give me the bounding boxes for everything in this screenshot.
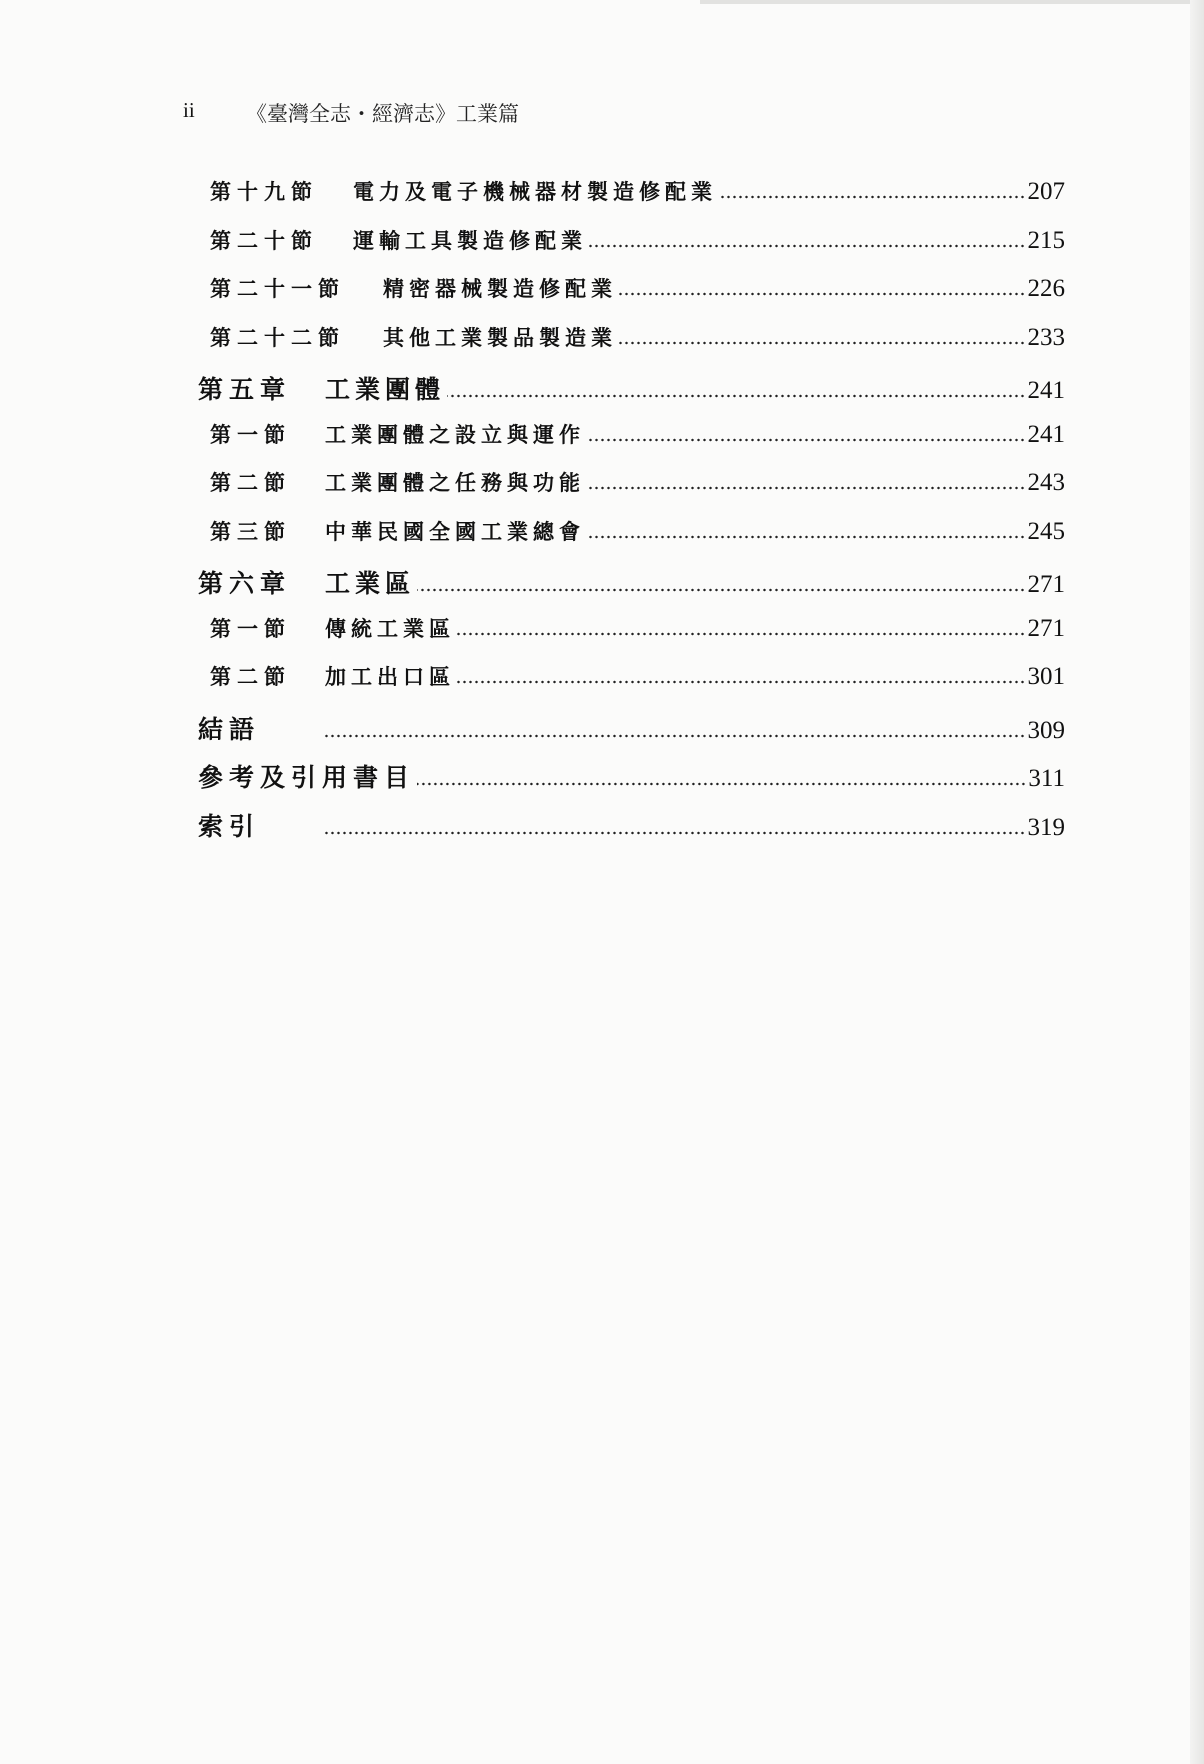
toc-entry[interactable] (198, 710, 1065, 758)
toc-entry[interactable] (210, 273, 1065, 321)
toc-leader-dots (719, 195, 1026, 199)
toc-entry-label: 第二十一節 (210, 277, 345, 301)
toc-entry-label: 第二十二節 (210, 325, 345, 350)
toc-entry-title: 其他工業製品製造業 (383, 325, 617, 350)
toc-entry-page-number: 271 (1027, 571, 1065, 598)
toc-entry[interactable] (198, 370, 1065, 418)
toc-entry-page-number: 207 (1027, 178, 1065, 205)
toc-leader-dots (587, 438, 1026, 442)
toc-entry-label: 第一節 (210, 616, 291, 641)
running-header-page-number: ii (183, 98, 195, 122)
toc-entry[interactable] (210, 661, 1065, 709)
toc-entry-title: 精密器械製造修配業 (383, 277, 617, 301)
toc-entry-title: 工業團體之任務與功能 (325, 471, 585, 495)
toc-entry-page-number: 241 (1027, 377, 1065, 404)
toc-entry-title: 工業團體 (325, 375, 446, 404)
toc-entry-label: 第十九節 (210, 180, 318, 204)
toc-leader-dots (322, 831, 1025, 835)
toc-entry-title: 中華民國全國工業總會 (325, 519, 585, 544)
toc-entry-label: 第二節 (210, 665, 291, 689)
toc-leader-dots (589, 244, 1026, 248)
toc-leader-dots (322, 734, 1025, 738)
toc-leader-dots (587, 535, 1026, 539)
toc-entry-title: 工業區 (325, 569, 416, 598)
page-top-edge (700, 0, 1204, 4)
toc-entry-page-number: 226 (1027, 275, 1065, 302)
toc-entry-label: 參考及引用書目 (198, 763, 416, 792)
toc-entry-page-number: 319 (1027, 813, 1065, 841)
running-header-book-title: 《臺灣全志・經濟志》工業篇 (246, 102, 519, 126)
toc-entry-label: 第二十節 (210, 228, 318, 253)
toc-leader-dots (457, 632, 1026, 636)
toc-entry[interactable] (198, 564, 1065, 612)
toc-entry-page-number: 215 (1027, 226, 1065, 254)
toc-entry-page-number: 311 (1028, 765, 1065, 792)
toc-entry[interactable] (210, 516, 1065, 564)
toc-entry[interactable] (198, 807, 1065, 855)
toc-entry[interactable] (198, 758, 1065, 806)
toc-leader-dots (457, 680, 1026, 684)
toc-entry-label: 索引 (198, 811, 261, 841)
toc-entry[interactable] (210, 322, 1065, 370)
toc-entry-label: 第五章 (198, 375, 292, 404)
toc-entry-page-number: 243 (1027, 469, 1065, 496)
toc-entry-title: 電力及電子機械器材製造修配業 (353, 180, 717, 204)
toc-entry-page-number: 241 (1027, 420, 1065, 448)
toc-entry-page-number: 271 (1027, 614, 1065, 642)
toc-entry-label: 第六章 (198, 569, 292, 598)
toc-entry-label: 第一節 (210, 422, 291, 447)
toc-entry-title: 運輸工具製造修配業 (353, 228, 587, 253)
toc-leader-dots (619, 341, 1026, 345)
toc-entry-title: 傳統工業區 (325, 616, 455, 641)
toc-entry-label: 第二節 (210, 471, 291, 495)
toc-entry[interactable] (210, 225, 1065, 273)
toc-entry-label: 第三節 (210, 519, 291, 544)
toc-entry-page-number: 233 (1027, 323, 1065, 351)
toc-entry-page-number: 309 (1027, 716, 1065, 744)
toc-entry[interactable] (210, 613, 1065, 661)
toc-entry-page-number: 301 (1027, 663, 1065, 690)
toc-entry[interactable] (210, 467, 1065, 515)
toc-entry-title: 加工出口區 (325, 665, 455, 689)
toc-entry-page-number: 245 (1027, 517, 1065, 545)
toc-entry[interactable] (210, 176, 1065, 224)
toc-leader-dots (417, 782, 1026, 786)
toc-leader-dots (619, 292, 1026, 296)
toc-leader-dots (587, 486, 1026, 490)
toc-entry[interactable] (210, 419, 1065, 467)
page-right-edge (1190, 0, 1204, 1764)
toc-entry-title: 工業團體之設立與運作 (325, 422, 585, 447)
toc-leader-dots (417, 588, 1025, 592)
toc-entry-label: 結語 (198, 714, 261, 744)
toc-leader-dots (447, 394, 1025, 398)
